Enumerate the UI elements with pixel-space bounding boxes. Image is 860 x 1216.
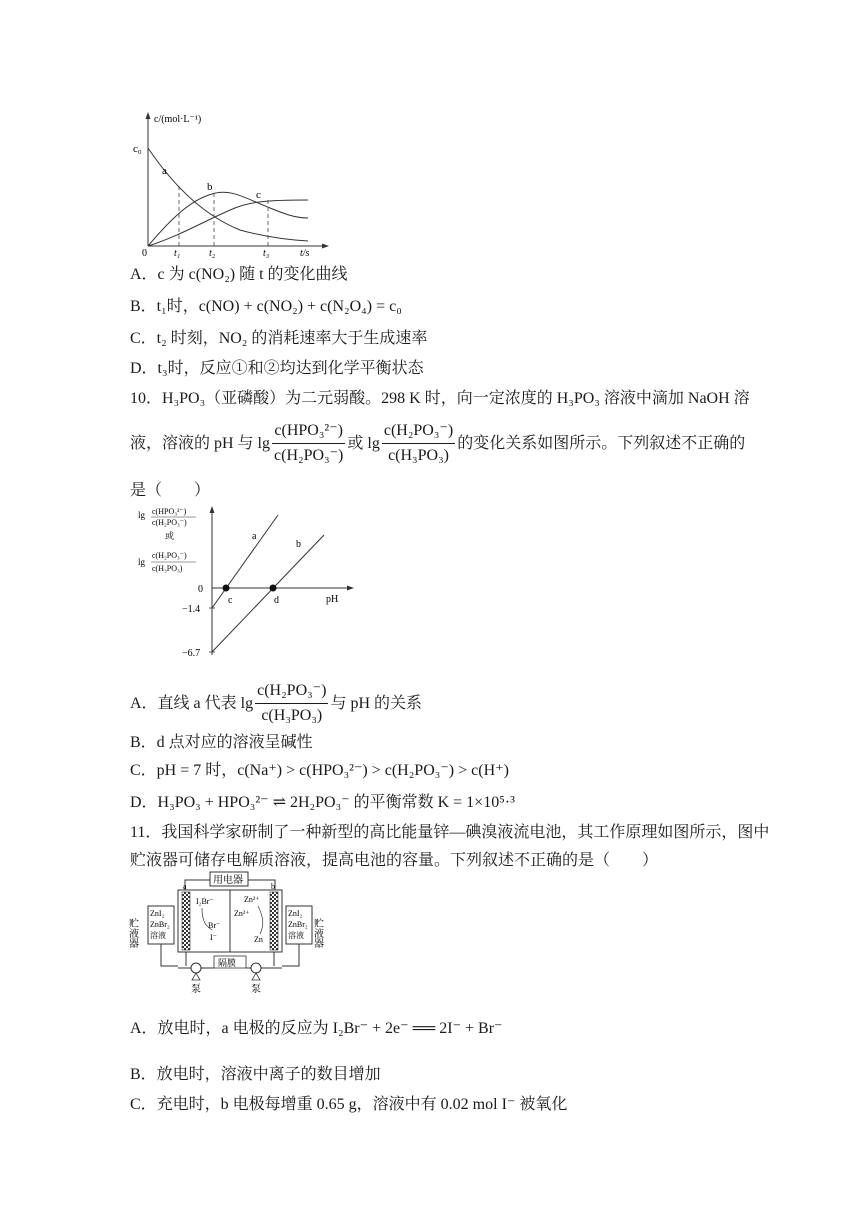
electrode-a-label: a xyxy=(183,882,187,891)
y-label-bot-num: c(H₂PO₃⁻) xyxy=(152,551,187,560)
q9-option-d: D．t₃时，反应①和②均达到化学平衡状态 xyxy=(130,360,424,377)
y-label-top-den: c(H₂PO₃⁻) xyxy=(152,518,187,527)
q10-stem-line1: 10．H₃PO₃（亚磷酸）为二元弱酸。298 K 时，向一定浓度的 H₃PO₃ 溶液中滴加 NaOH 溶 xyxy=(130,390,750,407)
q10-option-b: B．d 点对应的溶液呈碱性 xyxy=(130,734,313,751)
tick-neg-6-7: −6.7 xyxy=(182,648,201,659)
frac2-denominator: c(H₃PO₃) xyxy=(388,447,449,464)
q10-option-a xyxy=(130,680,422,727)
q11-option-a: A．放电时，a 电极的反应为 I₂Br⁻ + 2e⁻ ══ 2I⁻ + Br⁻ xyxy=(130,1020,503,1037)
sol-left-1: ZnI₂ xyxy=(150,909,165,918)
pump-left-icon xyxy=(191,963,201,973)
y-axis-label: c/(mol·L⁻¹) xyxy=(154,114,202,125)
point-d xyxy=(270,585,277,592)
species-zn2-mid: Zn²⁺ xyxy=(234,909,250,918)
q10-stem-text-a: 液，溶液的 pH 与 lg xyxy=(130,434,271,452)
sol-left-3: 溶液 xyxy=(150,931,166,940)
tick-neg-1-4: −1.4 xyxy=(182,604,201,615)
species-i2br: I₂Br⁻ xyxy=(196,897,214,906)
point-c xyxy=(223,585,230,592)
ratio-h2po3-h3po3 xyxy=(382,420,455,467)
species-zn2-top: Zn²⁺ xyxy=(244,895,260,904)
curve-c-label: c xyxy=(256,189,261,201)
pump-left-label: 泵 xyxy=(191,984,201,995)
curve-b-label: b xyxy=(207,181,213,193)
y-label-top-num: c(HPO₃²⁻) xyxy=(152,507,187,516)
y-label-or: 或 xyxy=(165,531,175,541)
pump-right-label: 泵 xyxy=(251,984,261,995)
q10-option-d: D．H₃PO₃ + HPO₃²⁻ ⇌ 2H₂PO₃⁻ 的平衡常数 K = 1×10⁵·³ xyxy=(130,794,515,811)
membrane-label: 隔膜 xyxy=(218,958,237,968)
sol-left-2: ZnBr₂ xyxy=(150,920,170,929)
q10-option-a-text: A．直线 a 代表 lg xyxy=(130,694,254,712)
electrode-a xyxy=(182,892,190,950)
lg-ratio-ph-graph xyxy=(130,505,360,665)
tick-0: 0 xyxy=(198,584,203,595)
point-d-label: d xyxy=(274,595,279,606)
option-a-frac-denominator: c(H₃PO₃) xyxy=(261,707,323,724)
t2-label: t₂ xyxy=(209,248,216,259)
t3-label: t₃ xyxy=(263,248,270,259)
lg-top: lg xyxy=(138,510,146,520)
ratio-h2po3-h3po3-option xyxy=(255,680,328,727)
q9-option-c: C．t₂ 时刻，NO₂ 的消耗速率大于生成速率 xyxy=(130,330,428,347)
ph-axis-label: pH xyxy=(326,594,339,605)
q11-option-b: B．放电时，溶液中离子的数目增加 xyxy=(130,1066,381,1083)
frac2-numerator: c(H₂PO₃⁻) xyxy=(382,420,455,444)
species-br: Br⁻ xyxy=(208,921,221,930)
electrode-b-label: b xyxy=(271,882,275,891)
q9-option-a: A．c 为 c(NO₂) 随 t 的变化曲线 xyxy=(130,266,348,283)
q9-option-b: B．t₁时，c(NO) + c(NO₂) + c(N₂O₄) = c₀ xyxy=(130,298,402,315)
tank-left-label: 贮液器 xyxy=(126,918,138,948)
y-label-bot-den: c(H₃PO₃) xyxy=(152,564,183,573)
frac1-numerator: c(HPO₃²⁻) xyxy=(272,420,345,444)
frac1-denominator: c(H₂PO₃⁻) xyxy=(274,447,344,464)
t1-label: t₁ xyxy=(174,248,181,259)
q10-stem-line2 xyxy=(130,420,745,467)
q11-option-c: C．充电时，b 电极每增重 0.65 g，溶液中有 0.02 mol I⁻ 被氧化 xyxy=(130,1096,568,1113)
curve-a-label: a xyxy=(162,165,167,177)
line-b xyxy=(212,535,324,652)
line-b-label: b xyxy=(296,539,301,550)
ratio-hpo3-h2po3 xyxy=(272,420,345,467)
concentration-time-graph xyxy=(130,108,330,258)
sol-right-2: ZnBr₂ xyxy=(288,920,308,929)
flow-battery-diagram xyxy=(126,870,330,995)
pump-right-icon xyxy=(251,963,261,973)
option-a-frac-numerator: c(H₂PO₃⁻) xyxy=(255,680,328,704)
appliance-label: 用电器 xyxy=(213,875,243,886)
lg-bottom: lg xyxy=(138,557,146,567)
x-axis-label: t/s xyxy=(300,248,310,259)
q10-stem-line3: 是（ ） xyxy=(130,482,211,499)
species-zn: Zn xyxy=(254,935,263,944)
origin-label: 0 xyxy=(142,248,147,259)
species-i: I⁻ xyxy=(210,933,217,942)
q10-option-a-tail: 与 pH 的关系 xyxy=(330,694,423,712)
q10-stem-or: 或 lg xyxy=(347,434,380,452)
c0-label: c₀ xyxy=(133,143,142,155)
sol-right-1: ZnI₂ xyxy=(288,909,303,918)
tank-right-label: 贮液器 xyxy=(311,918,323,948)
point-c-label: c xyxy=(228,595,233,606)
sol-right-3: 溶液 xyxy=(288,931,304,940)
line-a-label: a xyxy=(252,531,257,542)
q10-option-c: C．pH = 7 时，c(Na⁺) > c(HPO₃²⁻) > c(H₂PO₃⁻) > c(H⁺) xyxy=(130,762,509,779)
q11-stem-line1: 11．我国科学家研制了一种新型的高比能量锌—碘溴液流电池，其工作原理如图所示，图中 xyxy=(130,824,770,841)
q11-stem-line2: 贮液器可储存电解质溶液，提高电池的容量。下列叙述不正确的是（ ） xyxy=(130,852,659,869)
curve-a xyxy=(148,148,308,241)
q10-stem-text-b: 的变化关系如图所示。下列叙述不正确的 xyxy=(457,434,746,452)
electrode-b xyxy=(270,892,278,950)
